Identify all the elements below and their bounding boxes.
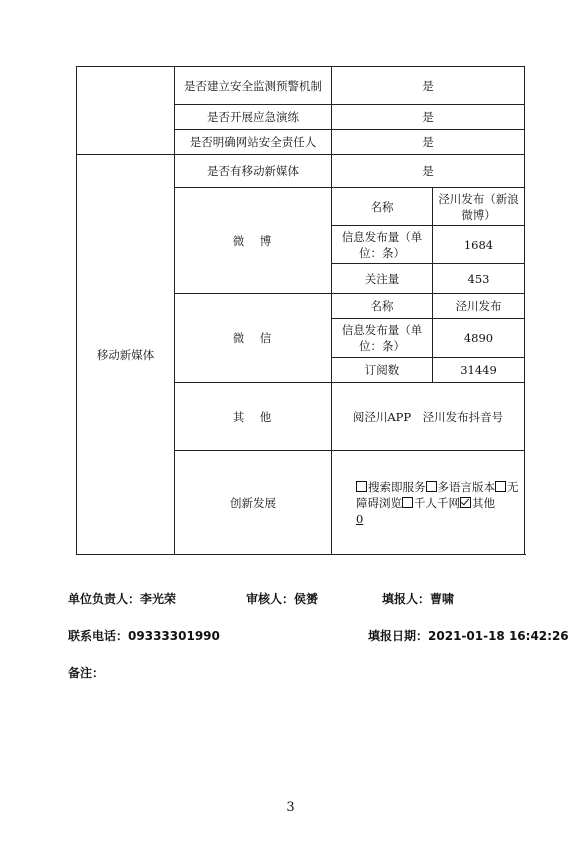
checkbox-unchecked-icon[interactable] (495, 481, 506, 492)
other-media-label: 其 他 (175, 383, 332, 451)
has-mobile-media-label: 是否有移动新媒体 (175, 155, 332, 188)
wechat-sub-value: 31449 (433, 358, 525, 383)
innovation-options (332, 451, 525, 555)
reviewer: 审核人：侯赟 (246, 592, 319, 606)
security-owner-label: 是否明确网站安全责任人 (175, 130, 332, 155)
monitor-warning-value: 是 (332, 67, 525, 105)
unit-head: 单位负责人：李光荣 (68, 592, 177, 606)
checkbox-unchecked-icon[interactable] (426, 481, 437, 492)
other-innovation-value: 0 (356, 511, 364, 526)
has-mobile-media-value: 是 (332, 155, 525, 188)
emergency-drill-label: 是否开展应急演练 (175, 105, 332, 130)
wechat-name-label: 名称 (332, 294, 433, 319)
contact-phone: 联系电话：09333301990 (68, 629, 220, 643)
emergency-drill-value: 是 (332, 105, 525, 130)
security-owner-value: 是 (332, 130, 525, 155)
wechat-posts-value: 4890 (433, 319, 525, 358)
option-other[interactable]: 其他 (460, 496, 495, 510)
monitor-warning-label: 是否建立安全监测预警机制 (175, 67, 332, 105)
checkbox-unchecked-icon[interactable] (402, 497, 413, 508)
wechat-label: 微 信 (175, 294, 332, 383)
mobile-media-section-label: 移动新媒体 (77, 155, 175, 555)
other-media-value: 阅泾川APP 泾川发布抖音号 (332, 383, 525, 451)
checkbox-unchecked-icon[interactable] (356, 481, 367, 492)
fill-date: 填报日期：2021-01-18 16:42:26 (368, 629, 569, 643)
option-multilingual[interactable]: 多语言版本 (426, 480, 496, 494)
report-table (76, 66, 525, 555)
security-section-cell (77, 67, 175, 155)
option-accessibility[interactable]: 无障碍浏览 (356, 479, 519, 510)
checkbox-checked-icon[interactable] (460, 497, 471, 508)
wechat-name-value: 泾川发布 (433, 294, 525, 319)
weibo-posts-label: 信息发布量（单位：条） (332, 226, 433, 264)
weibo-posts-value: 1684 (433, 226, 525, 264)
wechat-sub-label: 订阅数 (332, 358, 433, 383)
weibo-label: 微 博 (175, 188, 332, 294)
weibo-follow-label: 关注量 (332, 264, 433, 294)
filler: 填报人：曹啸 (382, 592, 455, 606)
weibo-name-value: 泾川发布（新浪微博） (433, 188, 525, 226)
wechat-posts-label: 信息发布量（单位：条） (332, 319, 433, 358)
page-number: 3 (286, 800, 295, 815)
option-personalized[interactable]: 千人千网 (402, 496, 460, 510)
remark: 备注： (68, 666, 105, 680)
option-search-as-service[interactable]: 搜索即服务 (356, 480, 426, 494)
weibo-name-label: 名称 (332, 188, 433, 226)
weibo-follow-value: 453 (433, 264, 525, 294)
innovation-label: 创新发展 (175, 451, 332, 555)
